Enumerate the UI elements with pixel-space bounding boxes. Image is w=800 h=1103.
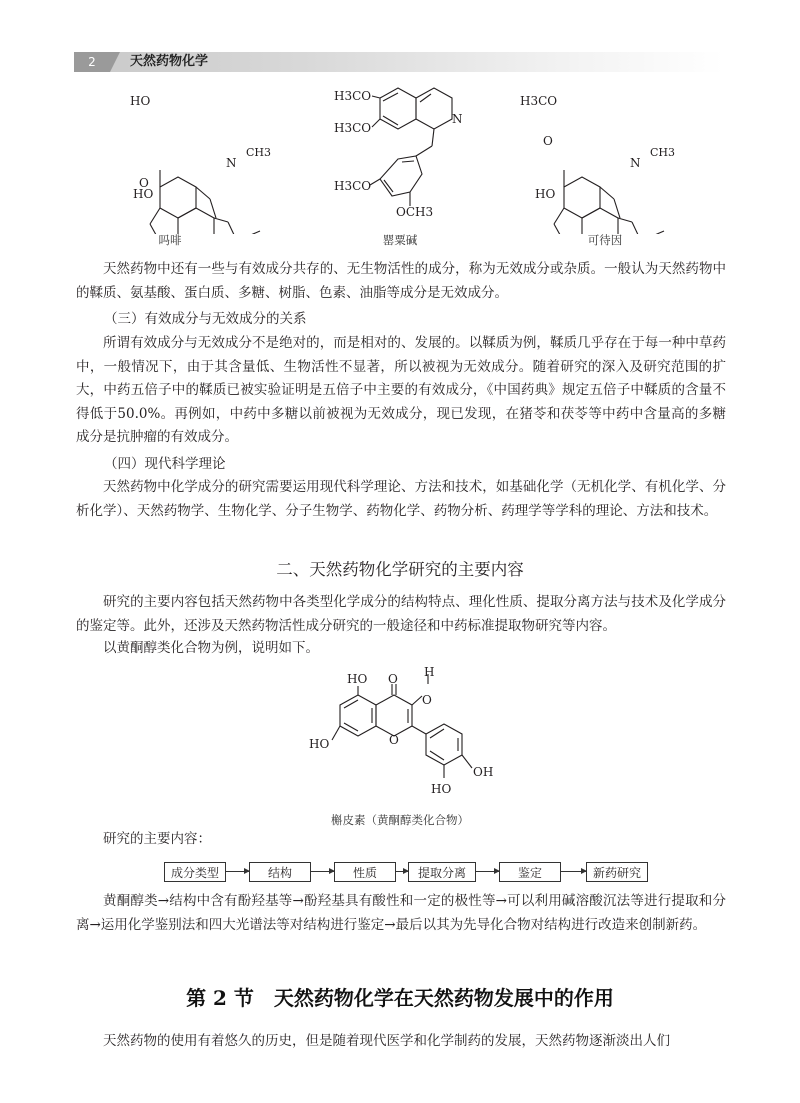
page-number: 2 (74, 52, 110, 72)
chapter-section-title: 第 2 节 天然药物化学在天然药物发展中的作用 (186, 986, 614, 1010)
subheading-relationship: （三）有效成分与无效成分的关系 (104, 311, 307, 327)
paragraph-research-content-label: 研究的主要内容： (103, 831, 211, 847)
codeine-caption: 可待因 (587, 233, 623, 247)
codeine-label-ch3: CH3 (650, 146, 676, 159)
quercetin-label-ho-top: HO (347, 672, 368, 686)
flow-arrow (396, 871, 408, 872)
paragraph-flavonol-workflow: 黄酮醇类→结构中含有酚羟基等→酚羟基具有酸性和一定的极性等→可以利用碱溶酸沉法等进行提取和分离→运用化学鉴别法和四大光谱法等对结构进行鉴定→最后以其为先导化合物对结构进行改造来创制新药。 (76, 893, 726, 933)
paragraph-main-content: 研究的主要内容包括天然药物中各类型化学成分的结构特点、理化性质、提取分离方法与技术及化学成分的鉴定等。此外，还涉及天然药物活性成分研究的一般途径和中药标准提取物研究等内容。 (76, 594, 726, 634)
papaverine-label-n: N (452, 112, 463, 126)
quercetin-label-oh-right: OH (473, 765, 494, 779)
papaverine-label-h3co-3: H3CO (334, 179, 372, 193)
flow-step-structure: 结构 (249, 862, 311, 882)
quercetin-label-o-hydroxyl: O (422, 693, 432, 707)
paragraph-modern-theory: 天然药物中化学成分的研究需要运用现代科学理论、方法和技术，如基础化学（无机化学、有机化学、分析化学）、天然药物学、生物化学、分子生物学、药物化学、药物分析、药理学等学科的理论、方法和技术。 (76, 479, 726, 519)
flow-step-new-drug: 新药研究 (586, 862, 648, 882)
paragraph-inactive-components: 天然药物中还有一些与有效成分共存的、无生物活性的成分，称为无效成分或杂质。一般认为天然药物中的鞣质、氨基酸、蛋白质、多糖、树脂、色素、油脂等成分是无效成分。 (76, 261, 726, 301)
papaverine-caption: 罂粟碱 (382, 233, 418, 247)
quercetin-label-o-ring: O (389, 733, 399, 747)
codeine-label-n: N (630, 156, 641, 170)
paragraph-history: 天然药物的使用有着悠久的历史，但是随着现代医学和化学制药的发展，天然药物逐渐淡出人们 (103, 1033, 670, 1049)
flow-step-property: 性质 (334, 862, 396, 882)
section-title: 二、天然药物化学研究的主要内容 (276, 560, 524, 579)
flow-step-identification: 鉴定 (499, 862, 561, 882)
flow-arrow (311, 871, 334, 872)
morphine-structure (150, 170, 260, 234)
paragraph-flavonol-example: 以黄酮醇类化合物为例，说明如下。 (103, 640, 319, 656)
morphine-label-n: N (226, 156, 237, 170)
quercetin-label-ho-left: HO (309, 737, 330, 751)
codeine-label-h3co: H3CO (520, 94, 558, 108)
codeine-label-ho: HO (535, 187, 556, 201)
flow-step-component-type: 成分类型 (164, 862, 226, 882)
quercetin-structure (0, 660, 800, 810)
quercetin-label-h: H (424, 665, 435, 679)
papaverine-label-h3co-2: H3CO (334, 121, 372, 135)
papaverine-label-och3: OCH3 (396, 205, 434, 219)
papaverine-label-h3co-1: H3CO (334, 89, 372, 103)
morphine-caption: 吗啡 (158, 233, 182, 247)
page-number-tab-slant (110, 52, 120, 72)
running-head-title: 天然药物化学 (130, 54, 209, 69)
codeine-structure (554, 170, 664, 234)
quercetin-caption: 槲皮素（黄酮醇类化合物） (331, 813, 469, 827)
papaverine-structure (370, 88, 452, 206)
subheading-modern-theory: （四）现代科学理论 (104, 456, 226, 472)
quercetin-label-o-keto: O (388, 672, 398, 686)
flow-arrow (561, 871, 586, 872)
codeine-label-o: O (543, 134, 553, 148)
quercetin-label-ho-bottom: HO (431, 782, 452, 796)
flow-step-extraction: 提取分离 (408, 862, 476, 882)
morphine-label-ch3: CH3 (246, 146, 272, 159)
paragraph-tannin-example: 所谓有效成分与无效成分不是绝对的，而是相对的、发展的。以鞣质为例，鞣质几乎存在于每一种中草药中，一般情况下，由于其含量低、生物活性不显著，所以被视为无效成分。随着研究的深入及研究范围的扩大，中药五倍子中的鞣质已被实验证明是五倍子中主要的有效成分，《中国药典》规定五倍子中鞣质的含量不得低于50.0%。再例如，中药中多糖以前被视为无效成分，现已发现，在猪苓和茯苓等中药中含量高的多糖成分是抗肿瘤的有效成分。 (76, 335, 726, 446)
flow-arrow (476, 871, 499, 872)
morphine-label-o: O (139, 176, 149, 190)
flow-arrow (226, 871, 249, 872)
morphine-label-ho-top: HO (130, 94, 151, 108)
morphine-label-ho-bottom: HO (133, 187, 154, 201)
